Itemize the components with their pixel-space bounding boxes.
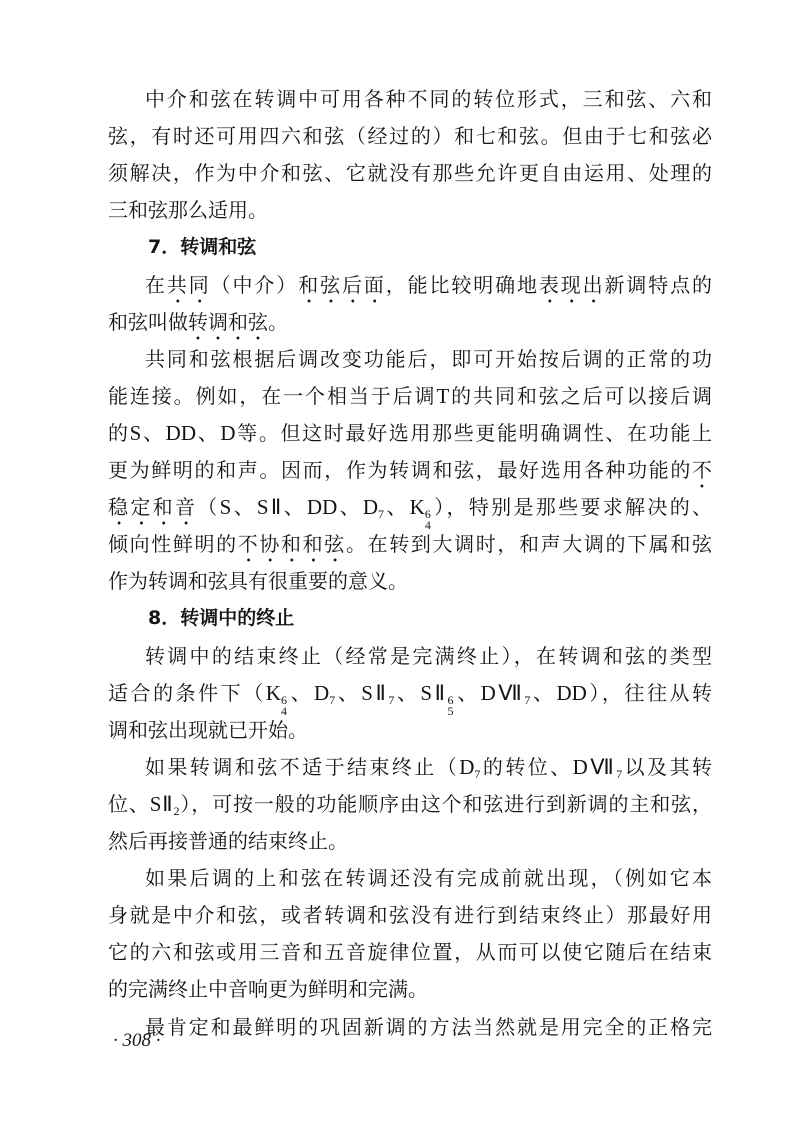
- text-line: [108, 418, 712, 448]
- chord-figure: [280, 692, 287, 718]
- chord-subscript: 7: [524, 692, 531, 707]
- chord-symbol: S、DD、D: [129, 420, 236, 445]
- text-line: [108, 492, 713, 533]
- text-line: [108, 566, 712, 596]
- emphasized-text: 不: [692, 458, 712, 482]
- chord-superscript: 6: [424, 507, 431, 522]
- text-line: [108, 381, 712, 411]
- text-run: ），可按一般的功能顺序由这个和弦进行到新调的主和弦，: [179, 791, 713, 816]
- text-run: （中介）: [210, 272, 299, 297]
- text-run: 转调中的结束终止（经常是完满终止），在转调和弦的类型: [145, 643, 712, 668]
- text-line: [108, 455, 712, 485]
- text-run: 身就是中介和弦，或者转调和弦没有进行到结束终止）那最好用: [108, 903, 712, 928]
- chord-symbol: 、SⅡ: [335, 680, 389, 705]
- chord-symbol: SⅡ: [149, 791, 174, 816]
- page-number: · 308 ·: [113, 1030, 161, 1051]
- text-run: 的: [108, 420, 130, 445]
- text-line: [108, 158, 712, 188]
- emphasized-text: 稳定和音: [108, 495, 198, 520]
- text-run: 8．转调中的终止: [148, 607, 295, 630]
- chord-symbol: 、DD: [530, 680, 587, 705]
- chord-symbol: D: [459, 754, 475, 779]
- text-run: 中介和弦在转调中可用各种不同的转位形式，三和弦、六和: [145, 87, 712, 111]
- chord-superscript: 6: [280, 692, 287, 707]
- chord-symbol: S、SⅡ、DD、D: [219, 495, 379, 520]
- text-run: ），特别是那些要求解决的、: [431, 495, 713, 520]
- text-run: 等。但这时最好选用那些更能明确调性、在功能上: [235, 420, 713, 445]
- text-run: 。在转到大调时，和声大调的下属和弦: [345, 532, 713, 557]
- chord-figure: [425, 509, 431, 531]
- text-run: 调和弦出现就已开始。: [108, 717, 308, 742]
- chord-symbol: 、K: [384, 495, 425, 520]
- chord-symbol: 、D: [287, 680, 330, 705]
- text-run: 倾向性鲜明的: [108, 532, 238, 557]
- emphasized-text: 表现出: [538, 272, 605, 297]
- chord-subscript: 4: [424, 518, 431, 533]
- chord-figure: [447, 692, 454, 718]
- text-line: [145, 84, 712, 114]
- text-run: 能连接。例如，在一个相当于后调: [108, 383, 437, 408]
- chord-symbol: DⅦ: [572, 754, 617, 779]
- text-run: 的共同和弦之后可以接后调: [449, 383, 713, 408]
- chord-subscript: 7: [388, 692, 395, 707]
- chord-subscript: 2: [173, 803, 180, 818]
- text-run: 最肯定和最鲜明的巩固新调的方法当然就是用完全的正格完: [145, 1014, 712, 1039]
- text-run: 7．转调和弦: [148, 236, 257, 259]
- text-run: 如果后调的上和弦在转调还没有完成前就出现，（例如它本: [145, 866, 712, 891]
- text-line: [108, 974, 712, 1004]
- text-line: [108, 195, 712, 225]
- text-run: （: [197, 495, 220, 520]
- text-run: 它的六和弦或用三音和五音旋律位置，从而可以使它随后在结束: [108, 940, 712, 965]
- chord-subscript: 7: [616, 766, 623, 781]
- text-run: 更为鲜明的和声。因而，作为转调和弦，最好选用各种功能的: [108, 458, 692, 482]
- emphasized-text: 不协和和弦: [237, 532, 346, 557]
- chord-subscript: 7: [329, 692, 336, 707]
- text-run: 须解决，作为中介和弦、它就没有那些允许更自由运用、处理的: [108, 161, 712, 186]
- text-run: 的转位、: [480, 754, 573, 779]
- text-run: 位、: [108, 791, 150, 816]
- text-line: [108, 529, 712, 559]
- text-run: 适合的条件下（: [108, 680, 266, 705]
- text-run: 作为转调和弦具有很重要的意义。: [108, 569, 408, 594]
- text-run: 。: [268, 309, 288, 334]
- chord-subscript: 5: [447, 703, 454, 718]
- text-line: [108, 826, 712, 856]
- text-line: [108, 715, 712, 745]
- chord-symbol: 、DⅦ: [454, 680, 525, 705]
- text-line: [108, 121, 712, 151]
- text-run: 的完满终止中音响更为鲜明和完满。: [108, 977, 428, 1002]
- text-run: 和弦叫做: [108, 309, 188, 334]
- text-line: [145, 641, 712, 671]
- text-line: [108, 678, 713, 718]
- text-run: 共同和弦根据后调改变功能后，即可开始按后调的正常的功: [145, 346, 712, 371]
- text-line: [145, 752, 712, 782]
- text-line: [108, 789, 712, 819]
- text-line: [145, 1012, 712, 1042]
- emphasized-text: 共同: [166, 272, 211, 297]
- chord-subscript: 7: [474, 766, 481, 781]
- emphasized-text: 和弦后面: [298, 272, 386, 297]
- text-run: 以及其转: [622, 754, 713, 779]
- text-line: [108, 937, 712, 967]
- text-run: ），往往从转: [586, 680, 713, 705]
- chord-subscript: 7: [378, 507, 385, 522]
- text-run: ，能比较明确地: [385, 272, 539, 297]
- text-line: [145, 270, 712, 300]
- chord-symbol: 、SⅡ: [394, 680, 448, 705]
- chord-symbol: T: [436, 383, 450, 408]
- section-heading: [148, 232, 256, 262]
- text-run: 然后再接普通的结束终止。: [108, 829, 348, 853]
- text-run: 弦，有时还可用四六和弦（经过的）和七和弦。但由于七和弦必: [108, 124, 712, 149]
- text-line: [145, 863, 712, 893]
- text-line: [145, 344, 712, 374]
- text-line: [108, 900, 712, 930]
- text-run: 新调特点的: [604, 272, 713, 297]
- text-run: 如果转调和弦不适于结束终止（: [145, 754, 460, 779]
- chord-superscript: 6: [447, 692, 454, 707]
- text-run: 三和弦那么适用。: [108, 198, 268, 223]
- chord-symbol: K: [265, 680, 281, 705]
- emphasized-text: 转调和弦: [188, 309, 268, 334]
- text-line: [108, 307, 712, 337]
- text-run: 在: [145, 272, 167, 297]
- chord-subscript: 4: [280, 703, 287, 718]
- section-heading: [148, 603, 294, 633]
